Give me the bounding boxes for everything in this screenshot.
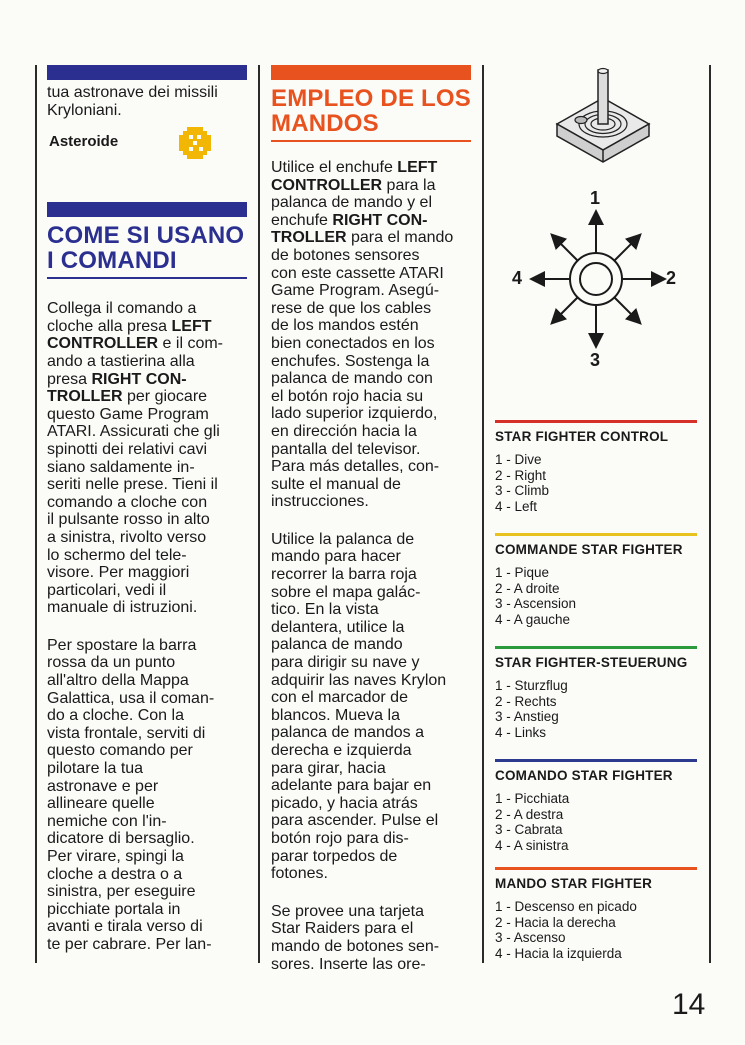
control-list-german	[495, 678, 697, 740]
list-item: 1 - Dive	[495, 452, 542, 467]
list-item: 4 - A gauche	[495, 611, 571, 627]
spanish-p1-text-2: para la palanca de mando y el enchufe	[271, 176, 436, 229]
list-item: 4 - Links	[495, 724, 547, 740]
left-controller-label-it: LEFT CONTROLLER	[47, 317, 212, 353]
page-number: 14	[672, 988, 706, 1021]
control-rule-spanish	[495, 867, 697, 870]
spanish-paragraph-1	[271, 159, 471, 511]
list-item: 3 - Ascension	[495, 596, 577, 612]
list-item: 2 - A destra	[495, 806, 564, 822]
joystick-icon	[545, 62, 655, 172]
column-divider-right	[709, 65, 711, 963]
spanish-paragraph-2: Utilice la palanca de mando para hacer recorrer la barra roja sobre el mapa galác- tico. En la vista delantera, utilice la palanca de mando para dirigir su nave y adquirir las naves Krylon con el marcador de blancos. Mueva la palanca de mandos a derecha e izquierda para girar, hacia adelante para bajar en picado, y hacia atrás para ascender. Pulse el botón rojo para dis- parar torpedos de fotones.	[271, 530, 447, 883]
direction-arrows-graphic	[503, 185, 693, 375]
list-item: 1 - Pique	[495, 565, 550, 580]
control-title-spanish: MANDO STAR FIGHTER	[495, 876, 653, 891]
italian-intro-text: tua astronave dei missili Kryloniani.	[47, 84, 218, 119]
control-section-spanish	[495, 867, 697, 961]
list-item: 4 - A sinistra	[495, 837, 569, 853]
italian-top-bar	[47, 65, 247, 80]
direction-number-1: 1	[590, 188, 601, 208]
spanish-paragraph-3: Se provee una tarjeta Star Raiders para el mando de botones sen- sores. Inserte las ore-	[271, 902, 440, 973]
list-item: 3 - Ascenso	[495, 930, 566, 946]
control-title-german: STAR FIGHTER-STEUERUNG	[495, 655, 688, 670]
control-rule-french	[495, 533, 697, 536]
list-item: 3 - Climb	[495, 483, 550, 499]
italian-column	[47, 65, 247, 954]
control-section-italian	[495, 759, 697, 853]
control-title-english: STAR FIGHTER CONTROL	[495, 429, 669, 444]
list-item: 3 - Cabrata	[495, 822, 563, 838]
list-item: 1 - Picchiata	[495, 791, 570, 806]
asteroid-icon	[177, 125, 213, 161]
right-controller-label-es: RIGHT CON- TROLLER	[271, 211, 428, 247]
spanish-column	[271, 65, 471, 973]
list-item: 1 - Sturzflug	[495, 678, 568, 693]
asteroid-label: Asteroide	[49, 133, 119, 151]
italian-p1-text-2: e il com- ando a tastierina alla presa	[47, 335, 224, 388]
control-list-french	[495, 565, 697, 627]
control-rule-german	[495, 646, 697, 649]
italian-paragraph-1	[47, 300, 247, 617]
control-rule-english	[495, 420, 697, 423]
direction-number-2: 2	[666, 268, 677, 288]
italian-paragraph-2: Per spostare la barra rossa da un punto all'altro della Mappa Galattica, usa il coman- do a cloche. Con la vista frontale, serviti di questo comando per pilotare la tua astronave e per allineare quelle nemiche con l'in- dicatore di bersaglio. Per virare, spingi la cloche a destra o a sinistra, per eseguire picchiate portala in avanti e tirala verso di te per cabrare. Per lan-	[47, 636, 215, 953]
list-item: 4 - Left	[495, 498, 538, 514]
direction-diagram	[503, 185, 693, 375]
column-divider-left	[35, 65, 37, 963]
control-list-spanish	[495, 899, 697, 961]
control-title-french: COMMANDE STAR FIGHTER	[495, 542, 683, 557]
direction-number-4: 4	[512, 268, 523, 288]
asteroid-row	[47, 125, 247, 165]
right-controller-label-it: RIGHT CON- TROLLER	[47, 370, 187, 406]
spanish-p1-text-1: Utilice el enchufe	[271, 159, 398, 176]
list-item: 2 - Right	[495, 467, 547, 483]
spanish-heading: EMPLEO DE LOS MANDOS	[271, 86, 471, 142]
control-title-italian: COMANDO STAR FIGHTER	[495, 768, 673, 783]
control-list-italian	[495, 791, 697, 853]
italian-heading: COME SI USANO I COMANDI	[47, 223, 247, 279]
list-item: 1 - Descenso en picado	[495, 899, 637, 914]
list-item: 2 - A droite	[495, 580, 560, 596]
column-divider-middle-left	[258, 65, 260, 963]
italian-heading-bar	[47, 202, 247, 217]
control-section-german	[495, 646, 697, 740]
direction-number-3: 3	[590, 350, 601, 370]
list-item: 3 - Anstieg	[495, 709, 559, 725]
spanish-top-bar	[271, 65, 471, 80]
list-item: 2 - Rechts	[495, 693, 557, 709]
spanish-p1-text-3: para el mando de botones sensores con este cassette ATARI Game Program. Asegú- rese de que los cables de los mandos estén bien conectados en los enchufes. Sostenga la palanca de mando con el botón rojo hacia su lado superior izquierdo, en dirección hacia la pantalla del televisor. Para más detalles, con- sulte el manual de instrucciones.	[271, 229, 454, 511]
italian-p1-text-3: per giocare questo Game Program ATARI. Assicurati che gli spinotti dei relativi cavi siano saldamente in- seriti nelle prese. Tieni il comando a cloche con il pulsante rosso in alto a sinistra, rivolto verso lo schermo del tele- visore. Per maggiori particolari, vedi il manuale di istruzioni.	[47, 388, 220, 617]
control-rule-italian	[495, 759, 697, 762]
control-section-english	[495, 420, 697, 514]
control-list-english	[495, 452, 697, 514]
column-divider-middle-right	[482, 65, 484, 963]
control-section-french	[495, 533, 697, 627]
list-item: 2 - Hacia la derecha	[495, 914, 616, 930]
list-item: 4 - Hacia la izquierda	[495, 945, 622, 961]
italian-p1-text-1: Collega il comando a cloche alla presa	[47, 300, 197, 335]
left-controller-label-es: LEFT CONTROLLER	[271, 159, 438, 194]
